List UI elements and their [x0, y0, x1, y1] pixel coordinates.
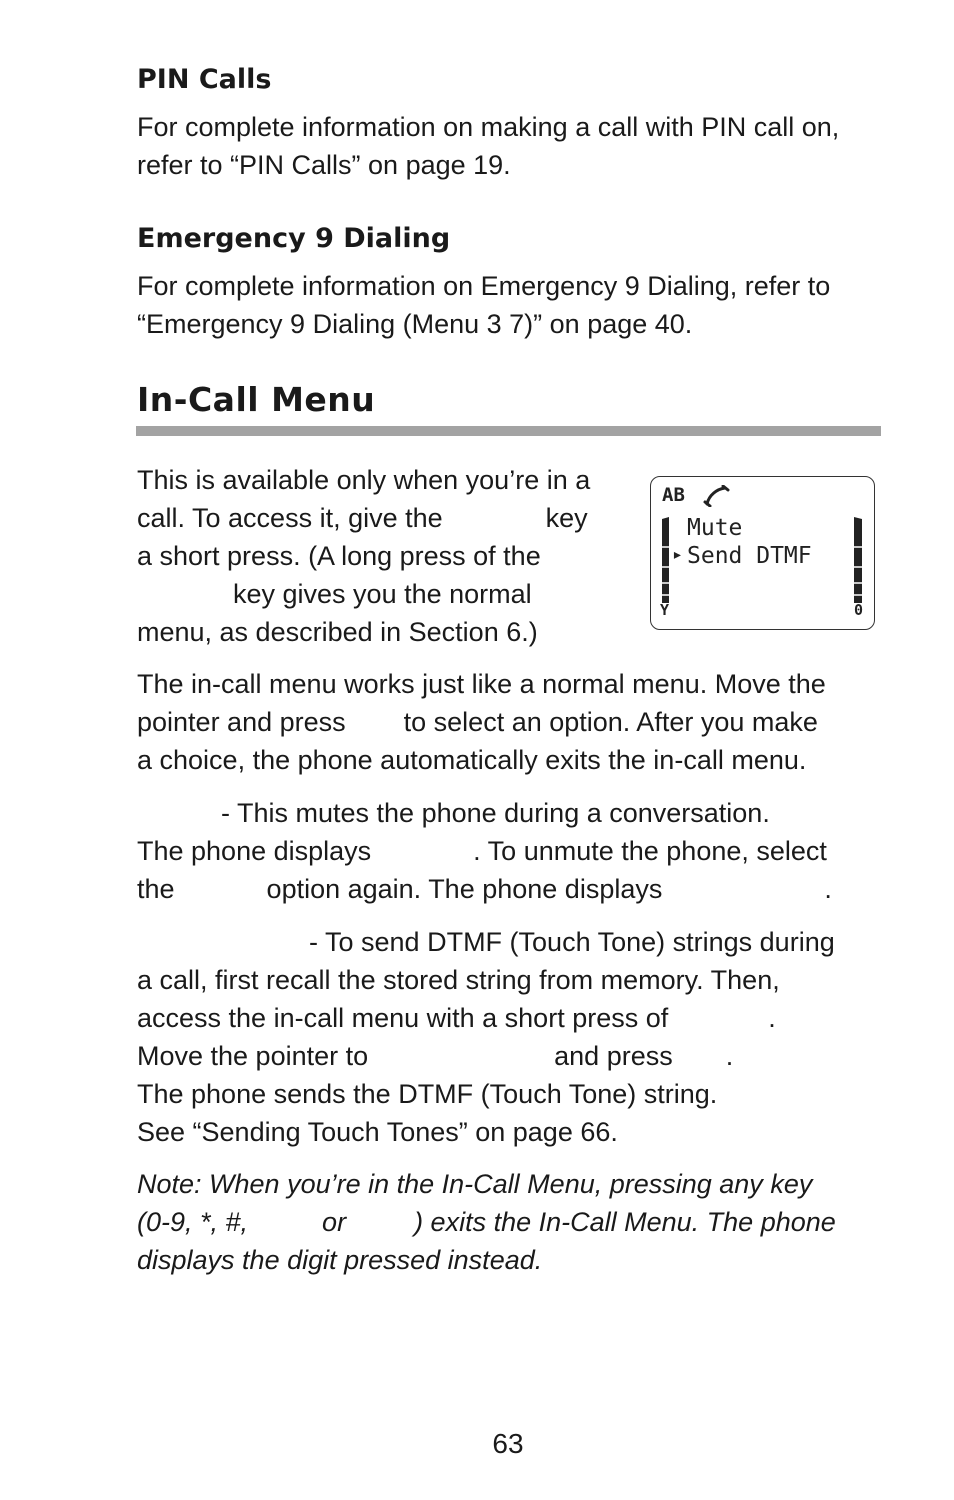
text-line: call. To access it, give the key — [137, 503, 588, 533]
emergency-text — [137, 267, 830, 343]
mute-description — [137, 794, 832, 908]
text-line: Move the pointer to and press . — [137, 1041, 734, 1071]
menu-pointer-icon: ▸ — [672, 544, 683, 565]
send-dtmf-description — [137, 923, 835, 1151]
text-line: - To send DTMF (Touch Tone) strings during — [309, 927, 835, 957]
text-line: a call, first recall the stored string from memory. Then, — [137, 965, 780, 995]
in-call-note — [137, 1165, 836, 1279]
battery-icon: 0 — [854, 601, 864, 619]
text-line: For complete information on Emergency 9 Dialing, refer to — [137, 271, 831, 301]
menu-item-send-dtmf: Send DTMF — [687, 543, 812, 569]
battery-level-bar — [851, 517, 865, 605]
text-line: Note: When you’re in the In-Call Menu, pressing any key — [137, 1169, 813, 1199]
text-line: The in-call menu works just like a normal menu. Move the — [137, 669, 826, 699]
call-in-progress-icon — [703, 485, 733, 507]
text-line: the option again. The phone displays . — [137, 874, 832, 904]
text-line: - This mutes the phone during a conversation. — [221, 798, 770, 828]
emergency-heading: Emergency 9 Dialing — [137, 223, 451, 254]
pin-calls-heading: PIN Calls — [137, 64, 272, 95]
phone-display — [650, 476, 875, 630]
text-line: For complete information on making a call with PIN call on, — [137, 112, 840, 142]
antenna-icon: Y — [660, 601, 670, 619]
text-line: See “Sending Touch Tones” on page 66. — [137, 1117, 618, 1147]
pin-calls-text — [137, 108, 839, 184]
menu-item-mute: Mute — [687, 515, 743, 541]
text-line: a choice, the phone automatically exits the in-call menu. — [137, 745, 807, 775]
in-call-menu-heading: In-Call Menu — [137, 380, 376, 419]
ab-indicator: AB — [662, 484, 685, 506]
text-line: (0-9, *, #, or ) exits the In-Call Menu. The phone — [137, 1207, 836, 1237]
text-line: This is available only when you’re in a — [137, 465, 591, 495]
text-line: displays the digit pressed instead. — [137, 1245, 543, 1275]
text-line: key gives you the normal — [233, 579, 532, 609]
text-line: “Emergency 9 Dialing (Menu 3 7)” on page 40. — [137, 309, 693, 339]
text-line: pointer and press to select an option. After you make — [137, 707, 818, 737]
in-call-intro — [137, 461, 590, 651]
in-call-usage-text — [137, 665, 826, 779]
heading-rule — [136, 426, 881, 436]
text-line: a short press. (A long press of the — [137, 541, 541, 571]
text-line: menu, as described in Section 6.) — [137, 617, 538, 647]
text-line: The phone sends the DTMF (Touch Tone) string. — [137, 1079, 718, 1109]
text-line: The phone displays . To unmute the phone, select — [137, 836, 827, 866]
page-number: 63 — [492, 1428, 524, 1459]
text-line: access the in-call menu with a short press of . — [137, 1003, 776, 1033]
text-line: refer to “PIN Calls” on page 19. — [137, 150, 511, 180]
